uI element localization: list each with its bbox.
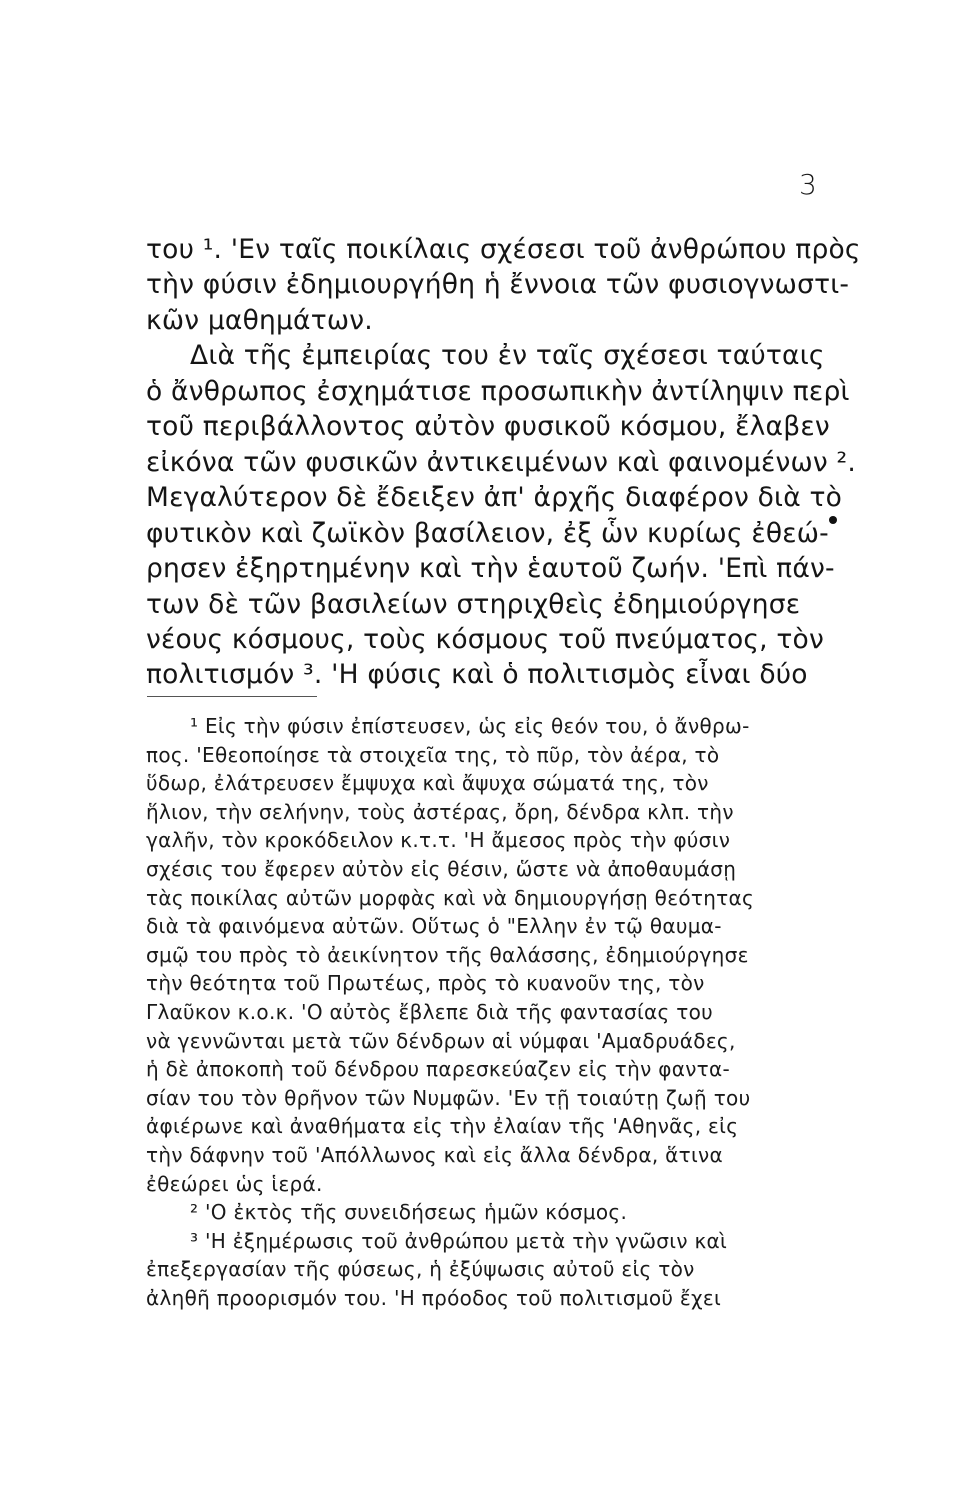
footnote-line: τὴν δάφνην τοῦ 'Απόλλωνος καὶ εἰς ἄλλα δένδρα, ἅτινα	[146, 1142, 723, 1167]
footnote-line: νὰ γεννῶνται μετὰ τῶν δένδρων αἱ νύμφαι 'Αμαδρυάδες,	[146, 1028, 736, 1053]
main-line: των δὲ τῶν βασιλείων στηριχθεὶς ἐδημιούργησε	[146, 588, 801, 620]
footnote-line: ἀληθῆ προορισμόν του. 'Η πρόοδος τοῦ πολιτισμοῦ ἔχει	[146, 1285, 722, 1310]
footnote-line: ἡ δὲ ἀποκοπὴ τοῦ δένδρου παρεσκεύαζεν εἰς τὴν φαντα-	[146, 1057, 731, 1082]
footnote-line: διὰ τὰ φαινόμενα αὐτῶν. Οὕτως ὁ "Ελλην ἐν τῷ θαυμα-	[146, 914, 722, 939]
main-line: νέους κόσμους, τοὺς κόσμους τοῦ πνεύματος, τὸν	[146, 623, 824, 655]
footnote-line: τὰς ποικίλας αὐτῶν μορφὰς καὶ νὰ δημιουργήσῃ θεότητας	[146, 885, 755, 910]
main-line: τοῦ περιβάλλοντος αὐτὸν φυσικοῦ κόσμου, ἔλαβεν	[146, 411, 830, 443]
footnote-line: ² 'Ο ἐκτὸς τῆς συνειδήσεως ἡμῶν κόσμος.	[190, 1200, 628, 1225]
footnote-line: γαλῆν, τὸν κροκόδειλον κ.τ.τ. 'Η ἄμεσος πρὸς τὴν φύσιν	[146, 828, 731, 853]
main-line: ρησεν ἐξηρτημένην καὶ τὴν ἑαυτοῦ ζωήν. 'Επὶ πάν-	[146, 553, 835, 585]
footnote-line: σχέσις του ἔφερεν αὐτὸν εἰς θέσιν, ὥστε νὰ ἀποθαυμάσῃ	[146, 856, 737, 881]
footnote-line: ³ 'Η ἐξημέρωσις τοῦ ἀνθρώπου μετὰ τὴν γνῶσιν καὶ	[190, 1228, 728, 1253]
footnote-line: ἐθεώρει ὡς ἱερά.	[146, 1171, 323, 1196]
margin-bullet-mark	[829, 516, 837, 524]
main-line: κῶν μαθημάτων.	[146, 304, 373, 336]
main-line: του ¹. 'Εν ταῖς ποικίλαις σχέσεσι τοῦ ἀνθρώπου πρὸς	[146, 234, 861, 265]
main-line: φυτικὸν καὶ ζωϊκὸν βασίλειον, ἐξ ὧν κυρίως ἐθεώ-	[146, 517, 829, 549]
main-line: ὁ ἄνθρωπος ἐσχημάτισε προσωπικὴν ἀντίληψιν περὶ	[146, 375, 850, 407]
main-text	[146, 232, 861, 693]
main-line: Διὰ τῆς ἐμπειρίας του ἐν ταῖς σχέσεσι ταύταις	[190, 340, 825, 372]
footnote-line: πος. 'Εθεοποίησε τὰ στοιχεῖα της, τὸ πῦρ, τὸν ἀέρα, τὸ	[146, 742, 720, 767]
footnote-line: σμῷ του πρὸς τὸ ἀεικίνητον τῆς θαλάσσης, ἐδημιούργησε	[146, 942, 749, 967]
main-line: Μεγαλύτερον δὲ ἔδειξεν ἀπ' ἀρχῆς διαφέρον διὰ τὸ	[146, 482, 843, 514]
footnote-line: ὕδωρ, ἐλάτρευσεν ἔμψυχα καὶ ἄψυχα σώματά της, τὸν	[146, 771, 709, 796]
footnote-line: τὴν θεότητα τοῦ Πρωτέως, πρὸς τὸ κυανοῦν της, τὸν	[146, 971, 705, 996]
main-line: πολιτισμόν ³. 'Η φύσις καὶ ὁ πολιτισμὸς εἶναι δύο	[146, 659, 808, 691]
footnote-line: ¹ Εἰς τὴν φύσιν ἐπίστευσεν, ὡς εἰς θεόν του, ὁ ἄνθρω-	[190, 714, 750, 738]
main-line: εἰκόνα τῶν φυσικῶν ἀντικειμένων καὶ φαινομένων ².	[146, 446, 856, 478]
footnote-line: Γλαῦκον κ.ο.κ. 'Ο αὐτὸς ἔβλεπε διὰ τῆς φαντασίας του	[146, 999, 713, 1024]
footnote-line: ἐπεξεργασίαν τῆς φύσεως, ἡ ἐξύψωσις αὐτοῦ εἰς τὸν	[146, 1257, 695, 1282]
footnotes	[146, 712, 826, 1312]
footnote-line: ἥλιον, τὴν σελήνην, τοὺς ἀστέρας, ὄρη, δένδρα κλπ. τὴν	[146, 799, 734, 824]
page-number: 3	[799, 168, 817, 201]
footnote-line: ἀφιέρωνε καὶ ἀναθήματα εἰς τὴν ἐλαίαν τῆς 'Αθηνᾶς, εἰς	[146, 1114, 739, 1139]
main-line: τὴν φύσιν ἐδημιουργήθη ἡ ἔννοια τῶν φυσιογνωστι-	[146, 269, 850, 301]
footnote-separator	[147, 696, 317, 697]
footnote-line: σίαν του τὸν θρῆνον τῶν Νυμφῶν. 'Εν τῇ τοιαύτῃ ζωῇ του	[146, 1085, 751, 1110]
